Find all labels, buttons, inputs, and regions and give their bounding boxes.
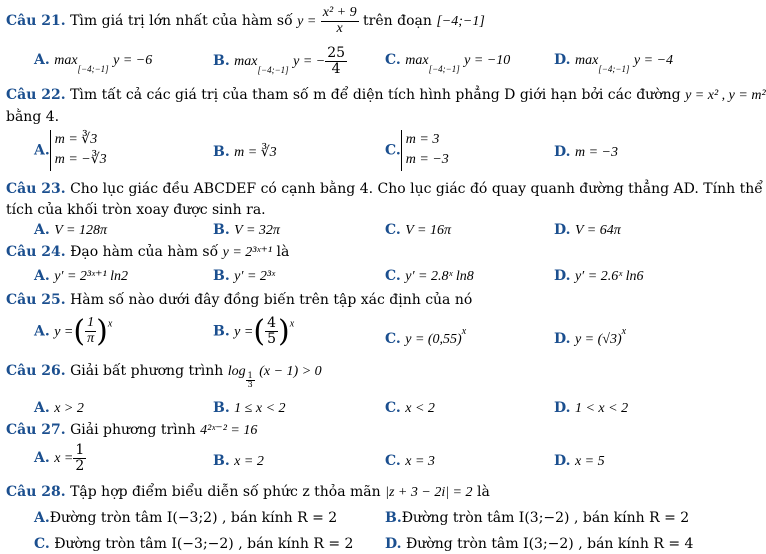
option-d[interactable]: D. V = 64π (554, 222, 621, 238)
option-d[interactable]: D. 1 < x < 2 (554, 400, 629, 416)
option-c[interactable]: C. x < 2 (385, 400, 435, 416)
question-23-line2: tích của khối tròn xoay được sinh ra. (6, 202, 266, 218)
option-a[interactable]: A. x > 2 (34, 400, 84, 416)
question-text: Đạo hàm của hàm số (70, 244, 219, 260)
option-c[interactable]: C. V = 16π (385, 222, 451, 238)
question-number: Câu 26. (6, 363, 66, 379)
question-22-line2: bằng 4. (6, 109, 60, 125)
question-text: Hàm số nào dưới đây đồng biến trên tập xác định của nó (70, 292, 473, 308)
question-text-2: là (476, 484, 490, 500)
option-b[interactable]: B.Đường tròn tâm I(3;−2) , bán kính R = 2 (385, 510, 690, 526)
condition: |z + 3 − 2i| = 2 (385, 485, 473, 500)
question-number: Câu 28. (6, 484, 66, 500)
fraction: $\frac{\text{x² + 9}}{x}$ (322, 5, 357, 36)
equation: 4²ˣ⁻² = 16 (200, 423, 258, 438)
option-a[interactable]: A.Đường tròn tâm I(−3;2) , bán kính R = 2 (34, 510, 338, 526)
question-number: Câu 22. (6, 87, 66, 103)
question-22 (6, 87, 766, 104)
question-text: Giải bất phương trình (70, 363, 224, 379)
question-text: Giải phương trình (70, 422, 196, 438)
option-b[interactable]: B. 1 ≤ x < 2 (213, 400, 286, 416)
function-lhs: y = (297, 14, 317, 30)
option-b[interactable]: B. y =( $\frac{4}{5}$ )$^x$ (213, 314, 295, 349)
option-a[interactable]: A. V = 128π (34, 222, 107, 238)
function: y = 2³ˣ⁺¹ (222, 245, 273, 260)
option-d[interactable]: D. m = −3 (554, 144, 618, 160)
question-number: Câu 24. (6, 244, 66, 260)
question-number: Câu 21. (6, 13, 66, 30)
option-a[interactable]: A. y′ = 2³ˣ⁺¹ ln2 (34, 268, 129, 284)
option-c[interactable]: C. y′ = 2.8ˣ ln8 (385, 268, 474, 284)
option-d[interactable]: D. max[−4;−1] y = −4 (554, 52, 674, 74)
option-c[interactable]: C. Đường tròn tâm I(−3;−2) , bán kính R = 2 (34, 536, 354, 552)
option-b[interactable]: B. V = 32π (213, 222, 280, 238)
option-c[interactable]: C. max[−4;−1] y = −10 (385, 52, 511, 74)
option-c[interactable]: C. x = 3 (385, 453, 435, 469)
question-26: Câu 26. Giải bất phương trình log $\frac{1}{3}$ (x − 1) > 0 (6, 363, 322, 389)
question-number: Câu 27. (6, 422, 66, 438)
option-d[interactable]: D. x = 5 (554, 453, 605, 469)
question-text-2: là (276, 244, 290, 260)
question-text: Tìm tất cả các giá trị của tham số m để diện tích hình phẳng D giới hạn bởi các đường (70, 87, 681, 103)
option-a[interactable]: A. x = $\frac{1}{2}$ (34, 442, 85, 474)
question-28 (6, 484, 490, 501)
question-text-2: trên đoạn (363, 13, 432, 30)
log: log (227, 364, 246, 379)
inequality: (x − 1) > 0 (259, 364, 322, 379)
option-d[interactable]: D. $y = (√3)^x$ (554, 326, 627, 347)
option-a[interactable]: A. m = ∛3 m = −∛3 (34, 130, 107, 171)
question-25 (6, 292, 472, 308)
question-text: Tập hợp điểm biểu diễn số phức z thỏa mãn (70, 484, 381, 500)
option-a[interactable]: A. max[−4;−1] y = −6 (34, 52, 153, 74)
option-b[interactable]: B. x = 2 (213, 453, 264, 469)
question-24 (6, 244, 289, 261)
question-21 (6, 6, 485, 36)
question-text: Cho lục giác đều ABCDEF có cạnh bằng 4. Cho lục giác đó quay quanh đường thẳng AD. Tính thể (70, 181, 763, 197)
option-b[interactable]: B. y′ = 2³ˣ (213, 268, 276, 284)
option-a[interactable]: A. y =( $\frac{1}{\pi}$ )$^x$ (34, 314, 113, 349)
option-b[interactable]: B. max[−4;−1] y = − $\frac{25}{4}$ (213, 45, 346, 77)
question-text: Tìm giá trị lớn nhất của hàm số (70, 13, 293, 30)
option-b[interactable]: B. m = ∛3 (213, 144, 277, 160)
question-number: Câu 25. (6, 292, 66, 308)
option-c[interactable]: C. m = 3 m = −3 (385, 130, 449, 171)
curves: y = x² , y = m² (685, 88, 766, 103)
option-d[interactable]: D. Đường tròn tâm I(3;−2) , bán kính R = 4 (385, 536, 694, 552)
question-number: Câu 23. (6, 181, 66, 197)
option-c[interactable]: C. $y = (0,55)^x$ (385, 326, 467, 347)
option-d[interactable]: D. y′ = 2.6ˣ ln6 (554, 268, 644, 284)
question-23 (6, 181, 763, 197)
question-27 (6, 422, 257, 439)
interval: [−4;−1] (436, 14, 485, 30)
